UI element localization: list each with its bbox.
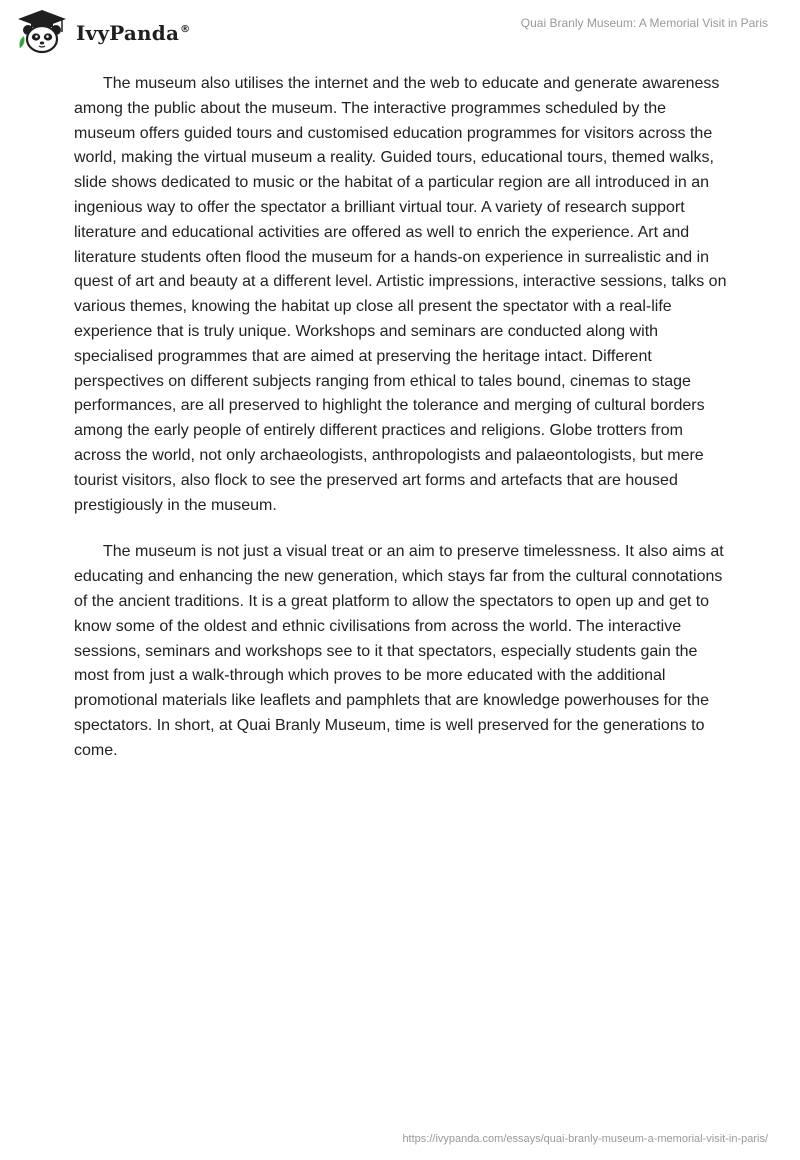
panda-graduation-cap-icon	[14, 8, 70, 56]
paragraph: The museum is not just a visual treat or an aim to preserve timelessness. It also aims at educating and enhancing the new generation, which stays far from the cultural connotations of the ancient traditions. It is a great platform to allow the spectators to open up and get to know some of the oldest and ethnic civilisations from across the world. The interactive sessions, seminars and workshops see to it that spectators, especially students gain the most from just a walk-through which proves to be more educated with the additional promotional materials like leaflets and pamphlets that are knowledge powerhouses for the spectators. In short, at Quai Branly Museum, time is well preserved for the generations to come.	[74, 543, 724, 759]
brand-name: IvyPanda®	[76, 21, 191, 45]
ivypanda-logo[interactable]	[14, 8, 190, 56]
essay-body	[74, 72, 730, 786]
page-header	[0, 0, 800, 60]
source-url[interactable]: https://ivypanda.com/essays/quai-branly-museum-a-memorial-visit-in-paris/	[402, 1133, 768, 1145]
document-title: Quai Branly Museum: A Memorial Visit in Paris	[520, 16, 768, 30]
registered-mark: ®	[180, 24, 191, 36]
paragraph: The museum also utilises the internet and the web to educate and generate awareness among the public about the museum. The interactive programmes scheduled by the museum offers guided tours and customised education programmes for visitors across the world, making the virtual museum a reality. Guided tours, educational tours, themed walks, slide shows dedicated to music or the habitat of a particular region are all introduced in an ingenious way to offer the spectator a brilliant virtual tour. A variety of research support literature and educational activities are offered as well to enrich the experience. Art and literature students often flood the museum for a hands-on experience in surrealistic and in quest of art and beauty at a different level. Artistic impressions, interactive sessions, talks on various themes, knowing the habitat up close all present the spectator with a real-life experience that is truly unique. Workshops and seminars are conducted along with specialised programmes that are aimed at preserving the heritage intact. Different perspectives on different subjects ranging from ethical to tales bound, cinemas to stage performances, are all preserved to highlight the tolerance and merging of cultural borders among the early people of entirely different practices and religions. Globe trotters from across the world, not only archaeologists, anthropologists and palaeontologists, but mere tourist visitors, also flock to see the preserved art forms and artefacts that are housed prestigiously in the museum.	[74, 75, 727, 514]
